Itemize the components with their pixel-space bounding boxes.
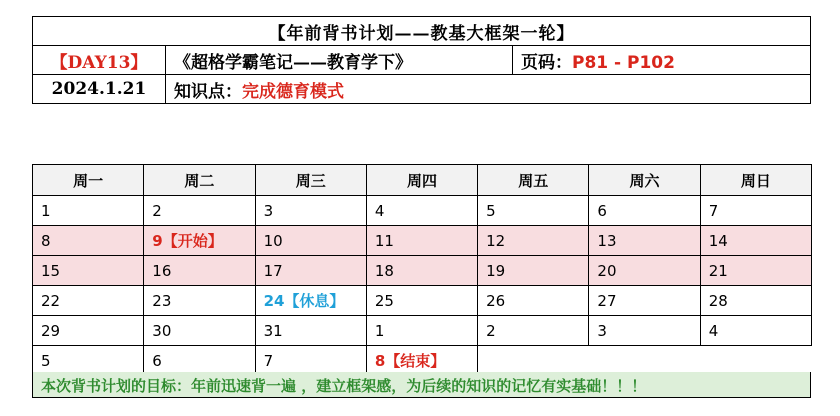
day-cell: 3 bbox=[589, 316, 700, 346]
day-cell: 25 bbox=[366, 286, 477, 316]
calendar-row bbox=[33, 316, 812, 346]
day-cell: 23 bbox=[144, 286, 255, 316]
day-cell: 30 bbox=[144, 316, 255, 346]
day-cell: 4 bbox=[366, 196, 477, 226]
day-cell: 6 bbox=[589, 196, 700, 226]
knowledge-label: 知识点： bbox=[174, 81, 242, 102]
day-cell: 10 bbox=[255, 226, 366, 256]
day-cell: 27 bbox=[589, 286, 700, 316]
pages-cell bbox=[513, 46, 811, 75]
day-cell: 7 bbox=[255, 346, 366, 376]
pages-value: P81 - P102 bbox=[572, 52, 675, 73]
day-cell: 13 bbox=[589, 226, 700, 256]
day-cell: 17 bbox=[255, 256, 366, 286]
day-cell: 19 bbox=[478, 256, 589, 286]
day-cell: 7 bbox=[700, 196, 811, 226]
calendar-row-highlighted bbox=[33, 226, 812, 256]
day-cell: 11 bbox=[366, 226, 477, 256]
day-cell: 4 bbox=[700, 316, 811, 346]
day-label: 【DAY13】 bbox=[33, 46, 166, 75]
day-cell: 21 bbox=[700, 256, 811, 286]
day-cell: 1 bbox=[366, 316, 477, 346]
day-cell: 22 bbox=[33, 286, 144, 316]
end-day-cell: 8【结束】 bbox=[366, 346, 477, 376]
weekday-thu: 周四 bbox=[366, 165, 477, 196]
empty-cell bbox=[478, 346, 812, 376]
calendar-row bbox=[33, 346, 812, 376]
knowledge-cell bbox=[166, 75, 811, 104]
day-cell: 2 bbox=[144, 196, 255, 226]
day-cell: 14 bbox=[700, 226, 811, 256]
date-label: 2024.1.21 bbox=[33, 75, 166, 104]
page-title: 【年前背书计划——教基大框架一轮】 bbox=[33, 17, 811, 46]
day-cell: 18 bbox=[366, 256, 477, 286]
day-cell: 16 bbox=[144, 256, 255, 286]
book-title: 《超格学霸笔记——教育学下》 bbox=[166, 46, 513, 75]
weekday-wed: 周三 bbox=[255, 165, 366, 196]
calendar-row bbox=[33, 196, 812, 226]
pages-label: 页码： bbox=[521, 52, 572, 73]
day-cell: 3 bbox=[255, 196, 366, 226]
rest-day-cell: 24【休息】 bbox=[255, 286, 366, 316]
day-cell: 26 bbox=[478, 286, 589, 316]
knowledge-value: 完成德育模式 bbox=[242, 81, 344, 102]
day-cell: 2 bbox=[478, 316, 589, 346]
day-cell: 8 bbox=[33, 226, 144, 256]
start-day-cell: 9【开始】 bbox=[144, 226, 255, 256]
calendar-row bbox=[33, 286, 812, 316]
goal-banner: 本次背书计划的目标：年前迅速背一遍 ，建立框架感，为后续的知识的记忆有实基础！！！ bbox=[32, 372, 811, 398]
day-cell: 15 bbox=[33, 256, 144, 286]
day-cell: 28 bbox=[700, 286, 811, 316]
weekday-header-row bbox=[33, 165, 812, 196]
weekday-sun: 周日 bbox=[700, 165, 811, 196]
header-table bbox=[32, 16, 811, 104]
day-cell: 1 bbox=[33, 196, 144, 226]
calendar-row-highlighted bbox=[33, 256, 812, 286]
calendar-table bbox=[32, 164, 812, 376]
day-cell: 12 bbox=[478, 226, 589, 256]
weekday-fri: 周五 bbox=[478, 165, 589, 196]
weekday-sat: 周六 bbox=[589, 165, 700, 196]
day-cell: 31 bbox=[255, 316, 366, 346]
day-cell: 5 bbox=[478, 196, 589, 226]
weekday-mon: 周一 bbox=[33, 165, 144, 196]
day-cell: 6 bbox=[144, 346, 255, 376]
day-cell: 20 bbox=[589, 256, 700, 286]
day-cell: 5 bbox=[33, 346, 144, 376]
day-cell: 29 bbox=[33, 316, 144, 346]
weekday-tue: 周二 bbox=[144, 165, 255, 196]
